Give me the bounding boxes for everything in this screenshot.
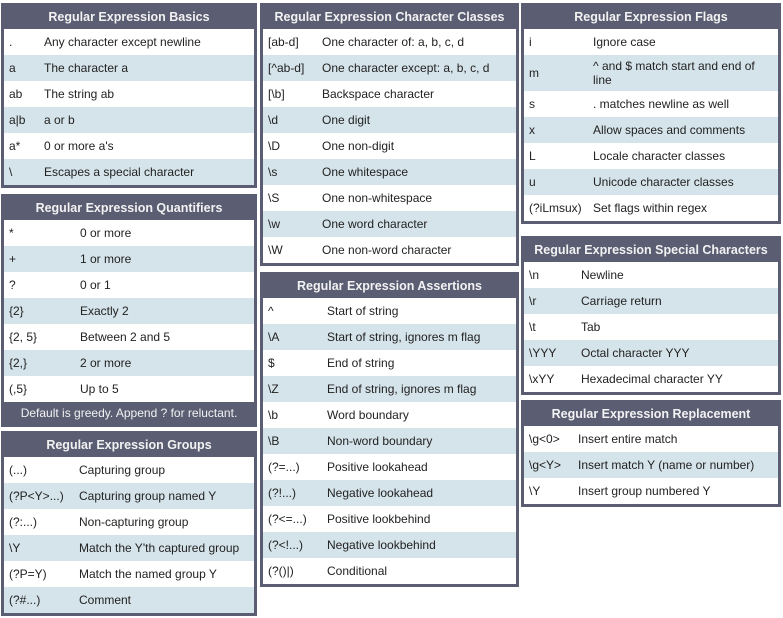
description-cell: Comment xyxy=(74,587,254,613)
syntax-cell: s xyxy=(529,97,535,111)
special-characters-card xyxy=(521,236,781,395)
table-row xyxy=(524,314,778,340)
syntax-cell: (?#...) xyxy=(4,587,74,613)
syntax-cell: (...) xyxy=(9,463,27,477)
table-row xyxy=(4,159,254,185)
special-characters-title: Regular Expression Special Characters xyxy=(524,239,778,262)
syntax-cell: * xyxy=(9,226,14,240)
syntax-cell: {2} xyxy=(4,298,75,324)
description-cell: End of string xyxy=(327,356,395,370)
syntax-cell: \S xyxy=(268,191,280,205)
syntax-cell: \Z xyxy=(263,376,322,402)
syntax-cell: \w xyxy=(263,211,317,237)
table-row xyxy=(263,185,516,211)
table-row xyxy=(263,402,516,428)
description-cell: One non-whitespace xyxy=(322,191,433,205)
quantifiers-title: Regular Expression Quantifiers xyxy=(4,197,254,220)
syntax-cell: a* xyxy=(9,139,21,153)
description-cell: One word character xyxy=(317,211,516,237)
description-cell: 2 or more xyxy=(75,350,254,376)
table-row xyxy=(263,532,516,558)
syntax-cell: (?<=...) xyxy=(268,512,307,526)
assertions-title: Regular Expression Assertions xyxy=(263,275,516,298)
description-cell: Insert match Y (name or number) xyxy=(573,452,778,478)
syntax-cell: \g<0> xyxy=(529,432,560,446)
table-row xyxy=(524,478,778,504)
syntax-cell: \s xyxy=(263,159,317,185)
description-cell: End of string, ignores m flag xyxy=(322,376,516,402)
table-row xyxy=(524,117,778,143)
syntax-cell: \YYY xyxy=(524,340,576,366)
table-row xyxy=(524,169,778,195)
quantifiers-table xyxy=(4,220,254,402)
table-row xyxy=(4,587,254,613)
table-row xyxy=(4,220,254,246)
description-cell: 0 or 1 xyxy=(80,278,111,292)
basics-card xyxy=(1,3,257,188)
syntax-cell: a|b xyxy=(4,107,39,133)
syntax-cell: x xyxy=(524,117,588,143)
description-cell: Octal character YYY xyxy=(576,340,778,366)
description-cell: Insert entire match xyxy=(578,432,678,446)
description-cell: Backspace character xyxy=(322,87,435,101)
flags-table xyxy=(524,29,778,221)
syntax-cell: (?<!...) xyxy=(263,532,322,558)
description-cell: Exactly 2 xyxy=(75,298,254,324)
table-row xyxy=(4,324,254,350)
character-classes-title: Regular Expression Character Classes xyxy=(263,6,516,29)
description-cell: The character a xyxy=(39,55,254,81)
table-row xyxy=(4,509,254,535)
syntax-cell: \r xyxy=(524,288,576,314)
syntax-cell: \d xyxy=(263,107,317,133)
table-row xyxy=(4,350,254,376)
description-cell: One whitespace xyxy=(317,159,516,185)
table-row xyxy=(4,561,254,587)
description-cell: One character except: a, b, c, d xyxy=(317,55,516,81)
description-cell: a or b xyxy=(39,107,254,133)
syntax-cell: \W xyxy=(268,243,283,257)
syntax-cell: (?P<Y>...) xyxy=(4,483,74,509)
table-row xyxy=(524,29,778,55)
table-row xyxy=(263,133,516,159)
syntax-cell: \B xyxy=(263,428,322,454)
description-cell: One non-word character xyxy=(322,243,452,257)
table-row xyxy=(263,376,516,402)
syntax-cell: . xyxy=(9,35,13,49)
table-row xyxy=(524,288,778,314)
description-cell: Unicode character classes xyxy=(588,169,778,195)
character-classes-card xyxy=(260,3,519,266)
table-row xyxy=(4,246,254,272)
syntax-cell: \xYY xyxy=(529,372,555,386)
table-row xyxy=(263,506,516,532)
description-cell: Escapes a special character xyxy=(39,159,254,185)
description-cell: The string ab xyxy=(44,87,115,101)
syntax-cell: L xyxy=(529,149,536,163)
description-cell: Non-word boundary xyxy=(322,428,516,454)
groups-title: Regular Expression Groups xyxy=(4,434,254,457)
syntax-cell: [ab-d] xyxy=(268,35,299,49)
table-row xyxy=(524,452,778,478)
table-row xyxy=(524,143,778,169)
groups-card xyxy=(1,431,257,616)
table-row xyxy=(4,29,254,55)
syntax-cell: i xyxy=(529,35,532,49)
description-cell: Capturing group named Y xyxy=(74,483,254,509)
basics-table xyxy=(4,29,254,185)
table-row xyxy=(4,272,254,298)
syntax-cell: u xyxy=(524,169,588,195)
description-cell: Hexadecimal character YY xyxy=(581,372,723,386)
syntax-cell: a xyxy=(4,55,39,81)
table-row xyxy=(263,454,516,480)
description-cell: Any character except newline xyxy=(44,35,201,49)
table-row xyxy=(4,457,254,483)
description-cell: Insert group numbered Y xyxy=(578,484,711,498)
description-cell: 1 or more xyxy=(75,246,254,272)
description-cell: Set flags within regex xyxy=(593,201,708,215)
assertions-table xyxy=(263,298,516,584)
syntax-cell: m xyxy=(524,55,588,91)
description-cell: Capturing group xyxy=(79,463,166,477)
syntax-cell: ^ xyxy=(268,304,274,318)
syntax-cell: \A xyxy=(263,324,322,350)
table-row xyxy=(263,81,516,107)
description-cell: Word boundary xyxy=(327,408,409,422)
description-cell: 0 or more xyxy=(80,226,132,240)
basics-title: Regular Expression Basics xyxy=(4,6,254,29)
syntax-cell: (?iLmsux) xyxy=(529,201,582,215)
table-row xyxy=(4,376,254,402)
description-cell: One non-digit xyxy=(322,139,395,153)
description-cell: Start of string, ignores m flag xyxy=(322,324,516,350)
quantifiers-note: Default is greedy. Append ? for reluctant. xyxy=(4,402,254,424)
replacement-card xyxy=(521,400,781,507)
description-cell: Non-capturing group xyxy=(79,515,189,529)
table-row xyxy=(263,298,516,324)
replacement-table xyxy=(524,426,778,504)
description-cell: One digit xyxy=(317,107,516,133)
description-cell: Match the Y'th captured group xyxy=(74,535,254,561)
description-cell: Negative lookahead xyxy=(322,480,516,506)
description-cell: Positive lookbehind xyxy=(327,512,431,526)
quantifiers-card xyxy=(1,194,257,427)
table-row xyxy=(524,195,778,221)
syntax-cell: (?()|) xyxy=(268,564,294,578)
syntax-cell: $ xyxy=(268,356,275,370)
table-row xyxy=(263,558,516,584)
description-cell: Ignore case xyxy=(593,35,656,49)
syntax-cell: ? xyxy=(9,278,16,292)
table-row xyxy=(4,107,254,133)
description-cell: Allow spaces and comments xyxy=(588,117,778,143)
table-row xyxy=(263,55,516,81)
description-cell: ^ and $ match start and end of line xyxy=(588,55,778,91)
syntax-cell: + xyxy=(4,246,75,272)
description-cell: Conditional xyxy=(327,564,388,578)
table-row xyxy=(263,324,516,350)
groups-table xyxy=(4,457,254,613)
table-row xyxy=(4,298,254,324)
syntax-cell: [\b] xyxy=(268,87,285,101)
description-cell: Negative lookbehind xyxy=(322,532,516,558)
syntax-cell: \ xyxy=(4,159,39,185)
table-row xyxy=(4,535,254,561)
syntax-cell: \D xyxy=(268,139,280,153)
table-row xyxy=(524,91,778,117)
table-row xyxy=(263,350,516,376)
flags-title: Regular Expression Flags xyxy=(524,6,778,29)
description-cell: Up to 5 xyxy=(80,382,119,396)
table-row xyxy=(4,55,254,81)
syntax-cell: \n xyxy=(529,268,540,282)
flags-card xyxy=(521,3,781,224)
table-row xyxy=(263,107,516,133)
syntax-cell: \g<Y> xyxy=(524,452,573,478)
description-cell: Locale character classes xyxy=(593,149,726,163)
special-characters-table xyxy=(524,262,778,392)
assertions-card xyxy=(260,272,519,587)
table-row xyxy=(263,237,516,263)
table-row xyxy=(263,428,516,454)
syntax-cell: \t xyxy=(529,320,536,334)
description-cell: Carriage return xyxy=(576,288,778,314)
table-row xyxy=(263,211,516,237)
table-row xyxy=(524,366,778,392)
table-row xyxy=(263,159,516,185)
syntax-cell: \b xyxy=(268,408,279,422)
syntax-cell: \Y xyxy=(529,484,541,498)
syntax-cell: (?=...) xyxy=(268,460,300,474)
description-cell: One character of: a, b, c, d xyxy=(322,35,465,49)
description-cell: Positive lookahead xyxy=(327,460,428,474)
table-row xyxy=(524,340,778,366)
table-row xyxy=(524,262,778,288)
description-cell: Newline xyxy=(581,268,624,282)
description-cell: Match the named group Y xyxy=(79,567,217,581)
table-row xyxy=(4,81,254,107)
description-cell: . matches newline as well xyxy=(593,97,730,111)
syntax-cell: [^ab-d] xyxy=(263,55,317,81)
table-row xyxy=(263,480,516,506)
table-row xyxy=(4,483,254,509)
syntax-cell: (?:...) xyxy=(9,515,38,529)
table-row xyxy=(524,55,778,91)
syntax-cell: ab xyxy=(9,87,23,101)
syntax-cell: (?!...) xyxy=(263,480,322,506)
character-classes-table xyxy=(263,29,516,263)
syntax-cell: (?P=Y) xyxy=(9,567,47,581)
syntax-cell: \Y xyxy=(4,535,74,561)
syntax-cell: {2, 5} xyxy=(9,330,38,344)
description-cell: Tab xyxy=(581,320,601,334)
description-cell: 0 or more a's xyxy=(44,139,114,153)
description-cell: Between 2 and 5 xyxy=(80,330,171,344)
table-row xyxy=(263,29,516,55)
replacement-title: Regular Expression Replacement xyxy=(524,403,778,426)
syntax-cell: {2,} xyxy=(4,350,75,376)
table-row xyxy=(524,426,778,452)
syntax-cell: (,5} xyxy=(9,382,28,396)
table-row xyxy=(4,133,254,159)
description-cell: Start of string xyxy=(327,304,399,318)
